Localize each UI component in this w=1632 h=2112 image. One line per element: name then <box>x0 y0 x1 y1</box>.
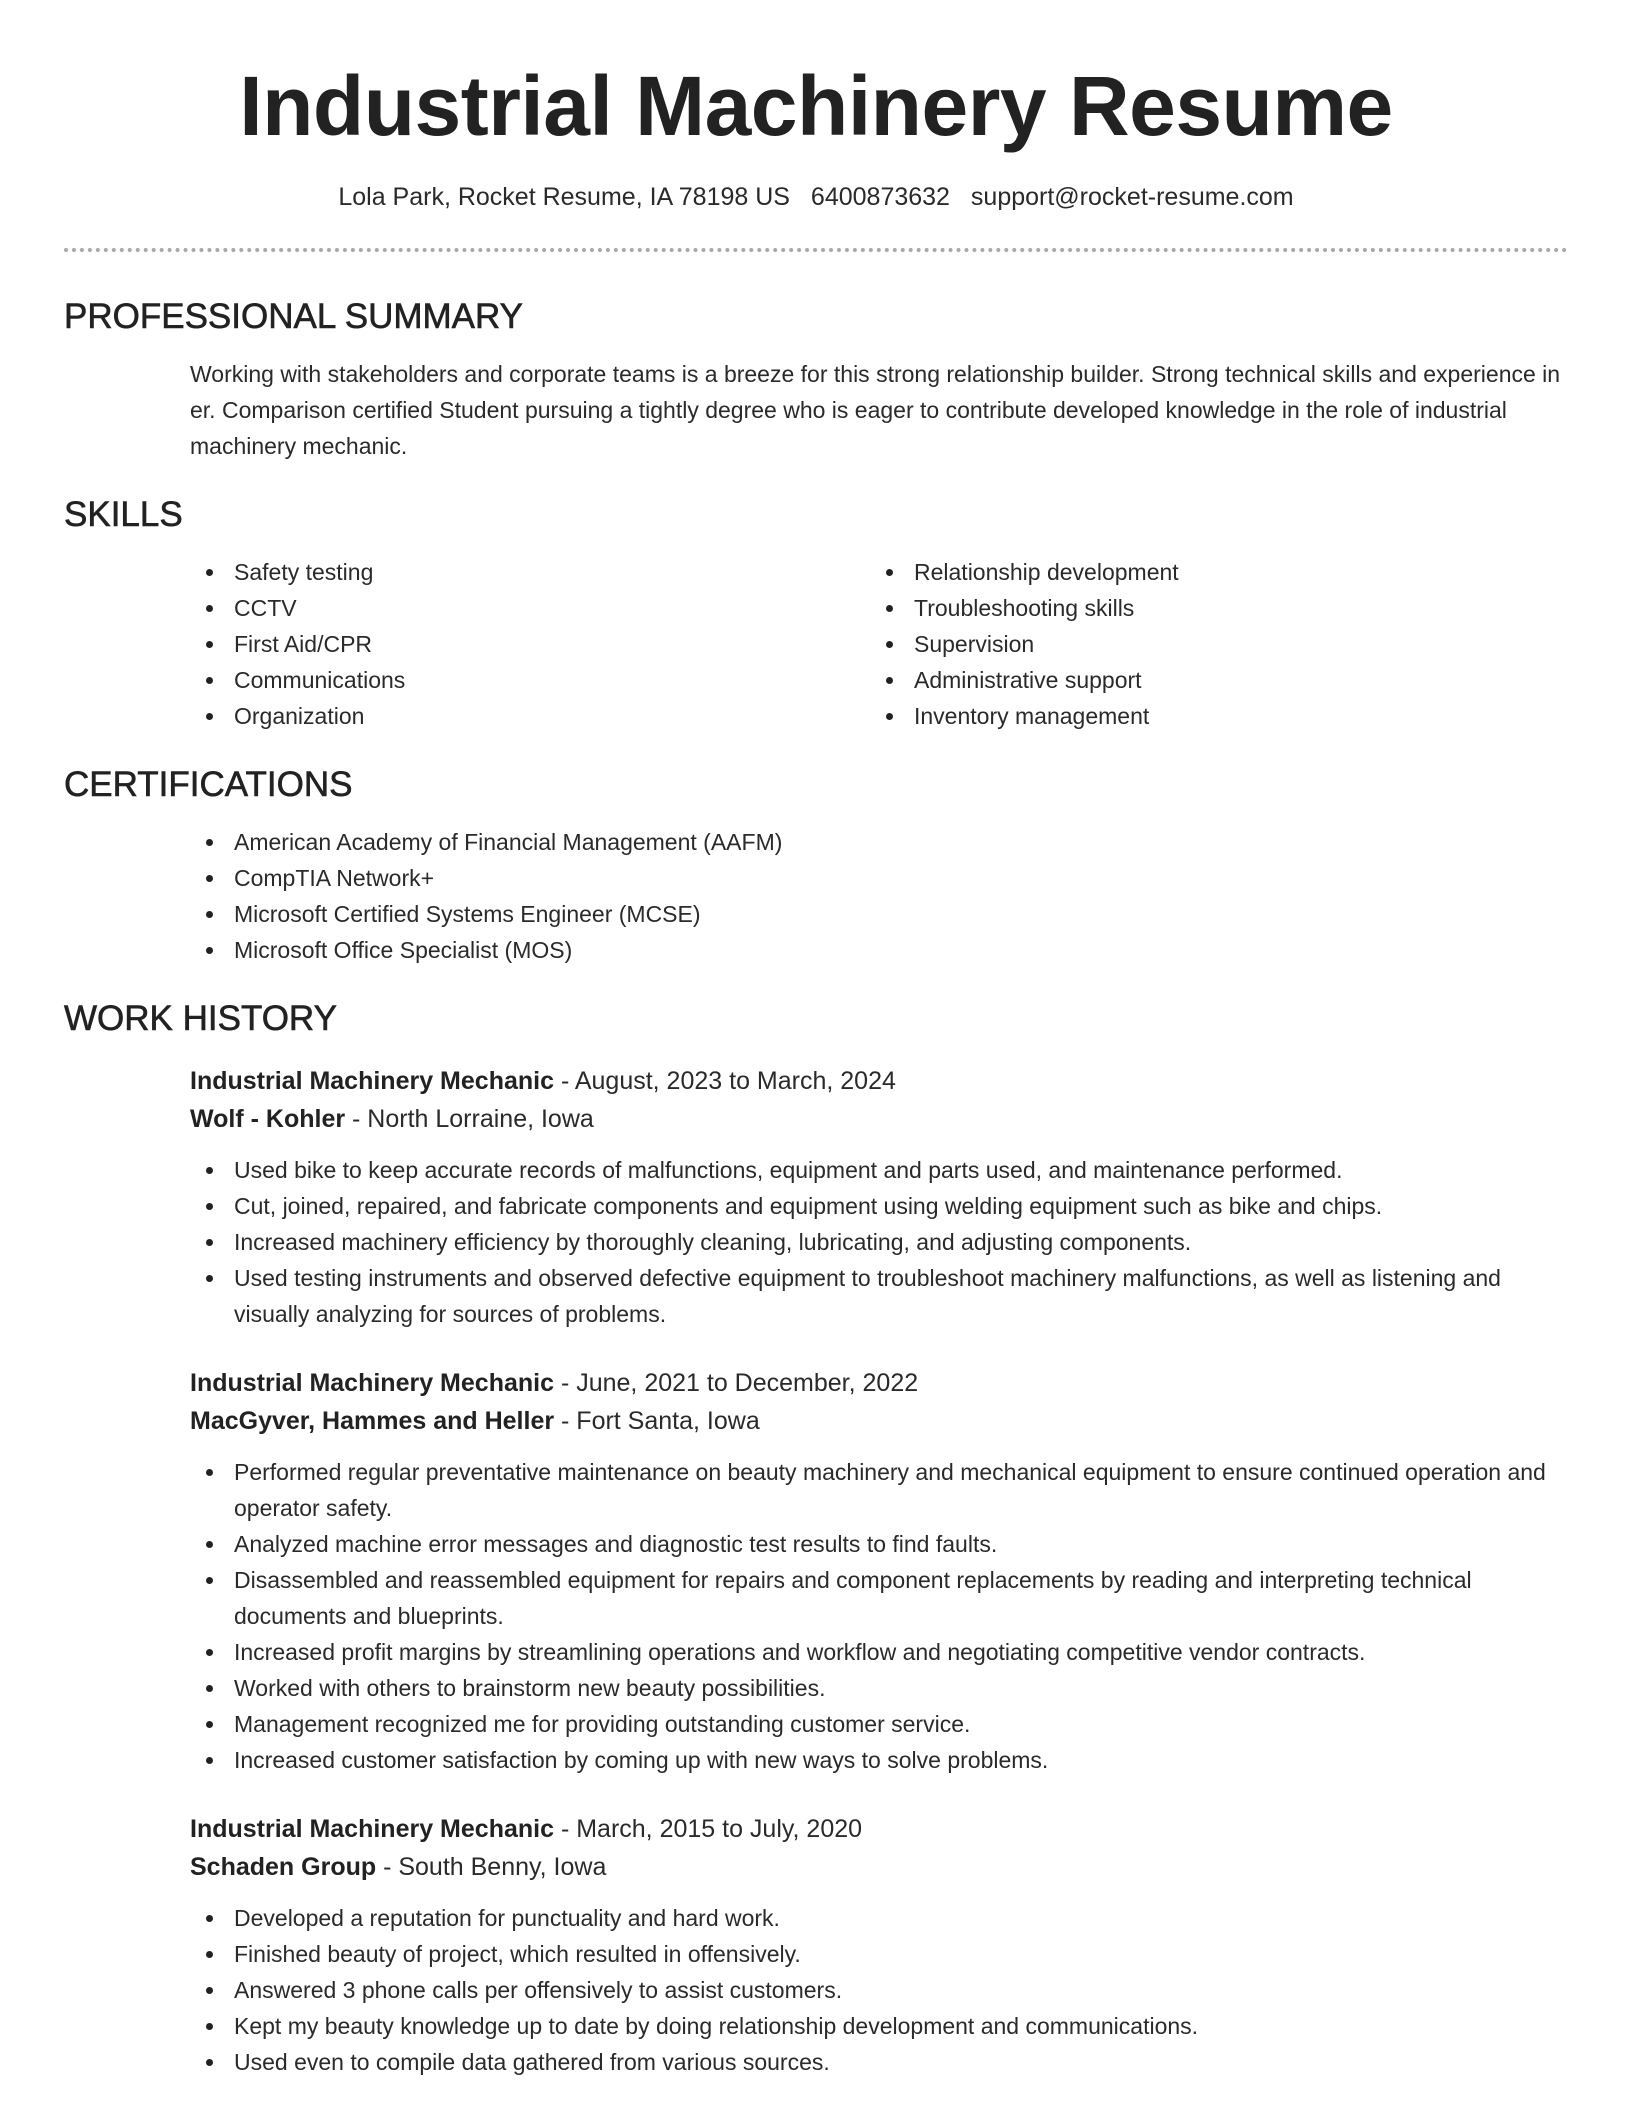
job-duty: Cut, joined, repaired, and fabricate components and equipment using welding equipment such as bike and chips. <box>190 1188 1568 1224</box>
job-duty: Increased customer satisfaction by coming up with new ways to solve problems. <box>190 1742 1568 1778</box>
summary-heading: PROFESSIONAL SUMMARY <box>64 297 523 336</box>
certifications-heading: CERTIFICATIONS <box>64 765 353 804</box>
job-duty: Answered 3 phone calls per offensively to assist customers. <box>190 1972 1568 2008</box>
work-history-heading: WORK HISTORY <box>64 999 337 1038</box>
skill-item: Organization <box>190 698 870 734</box>
certification-item: Microsoft Certified Systems Engineer (MCSE) <box>190 896 1568 932</box>
job-location: - North Lorraine, Iowa <box>345 1105 594 1133</box>
summary-text: Working with stakeholders and corporate teams is a breeze for this strong relationship builder. Strong technical skills and experience in er. Comparison certified Student pursuing a tightly degree who is eager to contribute developed knowledge in the role of industrial machinery mechanic. <box>190 361 1561 459</box>
job-duty: Worked with others to brainstorm new beauty possibilities. <box>190 1670 1568 1706</box>
job-duty: Management recognized me for providing outstanding customer service. <box>190 1706 1568 1742</box>
job-title: Industrial Machinery Mechanic <box>190 1067 554 1095</box>
job-company: Schaden Group <box>190 1853 377 1881</box>
job-duty: Used bike to keep accurate records of malfunctions, equipment and parts used, and maintenance performed. <box>190 1152 1568 1188</box>
job-company-line <box>190 1848 1568 1886</box>
job-company-line <box>190 1402 1568 1440</box>
skill-item: First Aid/CPR <box>190 626 870 662</box>
job-duty: Kept my beauty knowledge up to date by doing relationship development and communications. <box>190 2008 1568 2044</box>
job-company: Wolf - Kohler <box>190 1105 346 1133</box>
job-company-line <box>190 1100 1568 1138</box>
job-duty: Used testing instruments and observed defective equipment to troubleshoot machinery malfunctions, as well as listening and visually analyzing for sources of problems. <box>190 1260 1568 1332</box>
skills-heading: SKILLS <box>64 495 183 534</box>
skills-list-right <box>870 554 1550 734</box>
skill-item: CCTV <box>190 590 870 626</box>
job-title-line <box>190 1364 1568 1402</box>
skill-item: Communications <box>190 662 870 698</box>
certifications-list <box>190 824 1568 968</box>
job-dates: - June, 2021 to December, 2022 <box>554 1369 919 1397</box>
contact-line <box>64 180 1568 214</box>
job-title-line <box>190 1810 1568 1848</box>
skill-item: Safety testing <box>190 554 870 590</box>
skill-item: Administrative support <box>870 662 1550 698</box>
job-duties-list <box>190 1152 1568 1332</box>
job-duty: Developed a reputation for punctuality and hard work. <box>190 1900 1568 1936</box>
resume-title: Industrial Machinery Resume <box>239 59 1393 153</box>
skills-list-left <box>190 554 870 734</box>
skill-item: Relationship development <box>870 554 1550 590</box>
job-duty: Finished beauty of project, which resulted in offensively. <box>190 1936 1568 1972</box>
contact-address: Lola Park, Rocket Resume, IA 78198 US <box>338 183 790 211</box>
job-duties-list <box>190 1454 1568 1778</box>
job-duty: Increased machinery efficiency by thoroughly cleaning, lubricating, and adjusting components. <box>190 1224 1568 1260</box>
job-dates: - August, 2023 to March, 2024 <box>554 1067 896 1095</box>
job-duty: Performed regular preventative maintenance on beauty machinery and mechanical equipment to ensure continued operation and operator safety. <box>190 1454 1568 1526</box>
skill-item: Inventory management <box>870 698 1550 734</box>
job-location: - Fort Santa, Iowa <box>554 1407 760 1435</box>
certification-item: Microsoft Office Specialist (MOS) <box>190 932 1568 968</box>
job-entry <box>190 1364 1568 1778</box>
job-title: Industrial Machinery Mechanic <box>190 1369 554 1397</box>
skills-columns <box>190 554 1568 734</box>
contact-phone: 6400873632 <box>810 183 950 211</box>
header-divider <box>64 248 1568 252</box>
job-company: MacGyver, Hammes and Heller <box>190 1407 555 1435</box>
job-duties-list <box>190 1900 1568 2080</box>
job-entry <box>190 1810 1568 2080</box>
skill-item: Supervision <box>870 626 1550 662</box>
job-duty: Disassembled and reassembled equipment for repairs and component replacements by reading and interpreting technical documents and blueprints. <box>190 1562 1568 1634</box>
job-title-line <box>190 1062 1568 1100</box>
certification-item: American Academy of Financial Management (AAFM) <box>190 824 1568 860</box>
job-duty: Analyzed machine error messages and diagnostic test results to find faults. <box>190 1526 1568 1562</box>
job-dates: - March, 2015 to July, 2020 <box>554 1815 863 1843</box>
job-location: - South Benny, Iowa <box>376 1853 607 1881</box>
job-duty: Used even to compile data gathered from various sources. <box>190 2044 1568 2080</box>
job-duty: Increased profit margins by streamlining operations and workflow and negotiating competitive vendor contracts. <box>190 1634 1568 1670</box>
job-title: Industrial Machinery Mechanic <box>190 1815 554 1843</box>
skill-item: Troubleshooting skills <box>870 590 1550 626</box>
certification-item: CompTIA Network+ <box>190 860 1568 896</box>
contact-email: support@rocket-resume.com <box>970 183 1294 211</box>
job-entry <box>190 1062 1568 1332</box>
